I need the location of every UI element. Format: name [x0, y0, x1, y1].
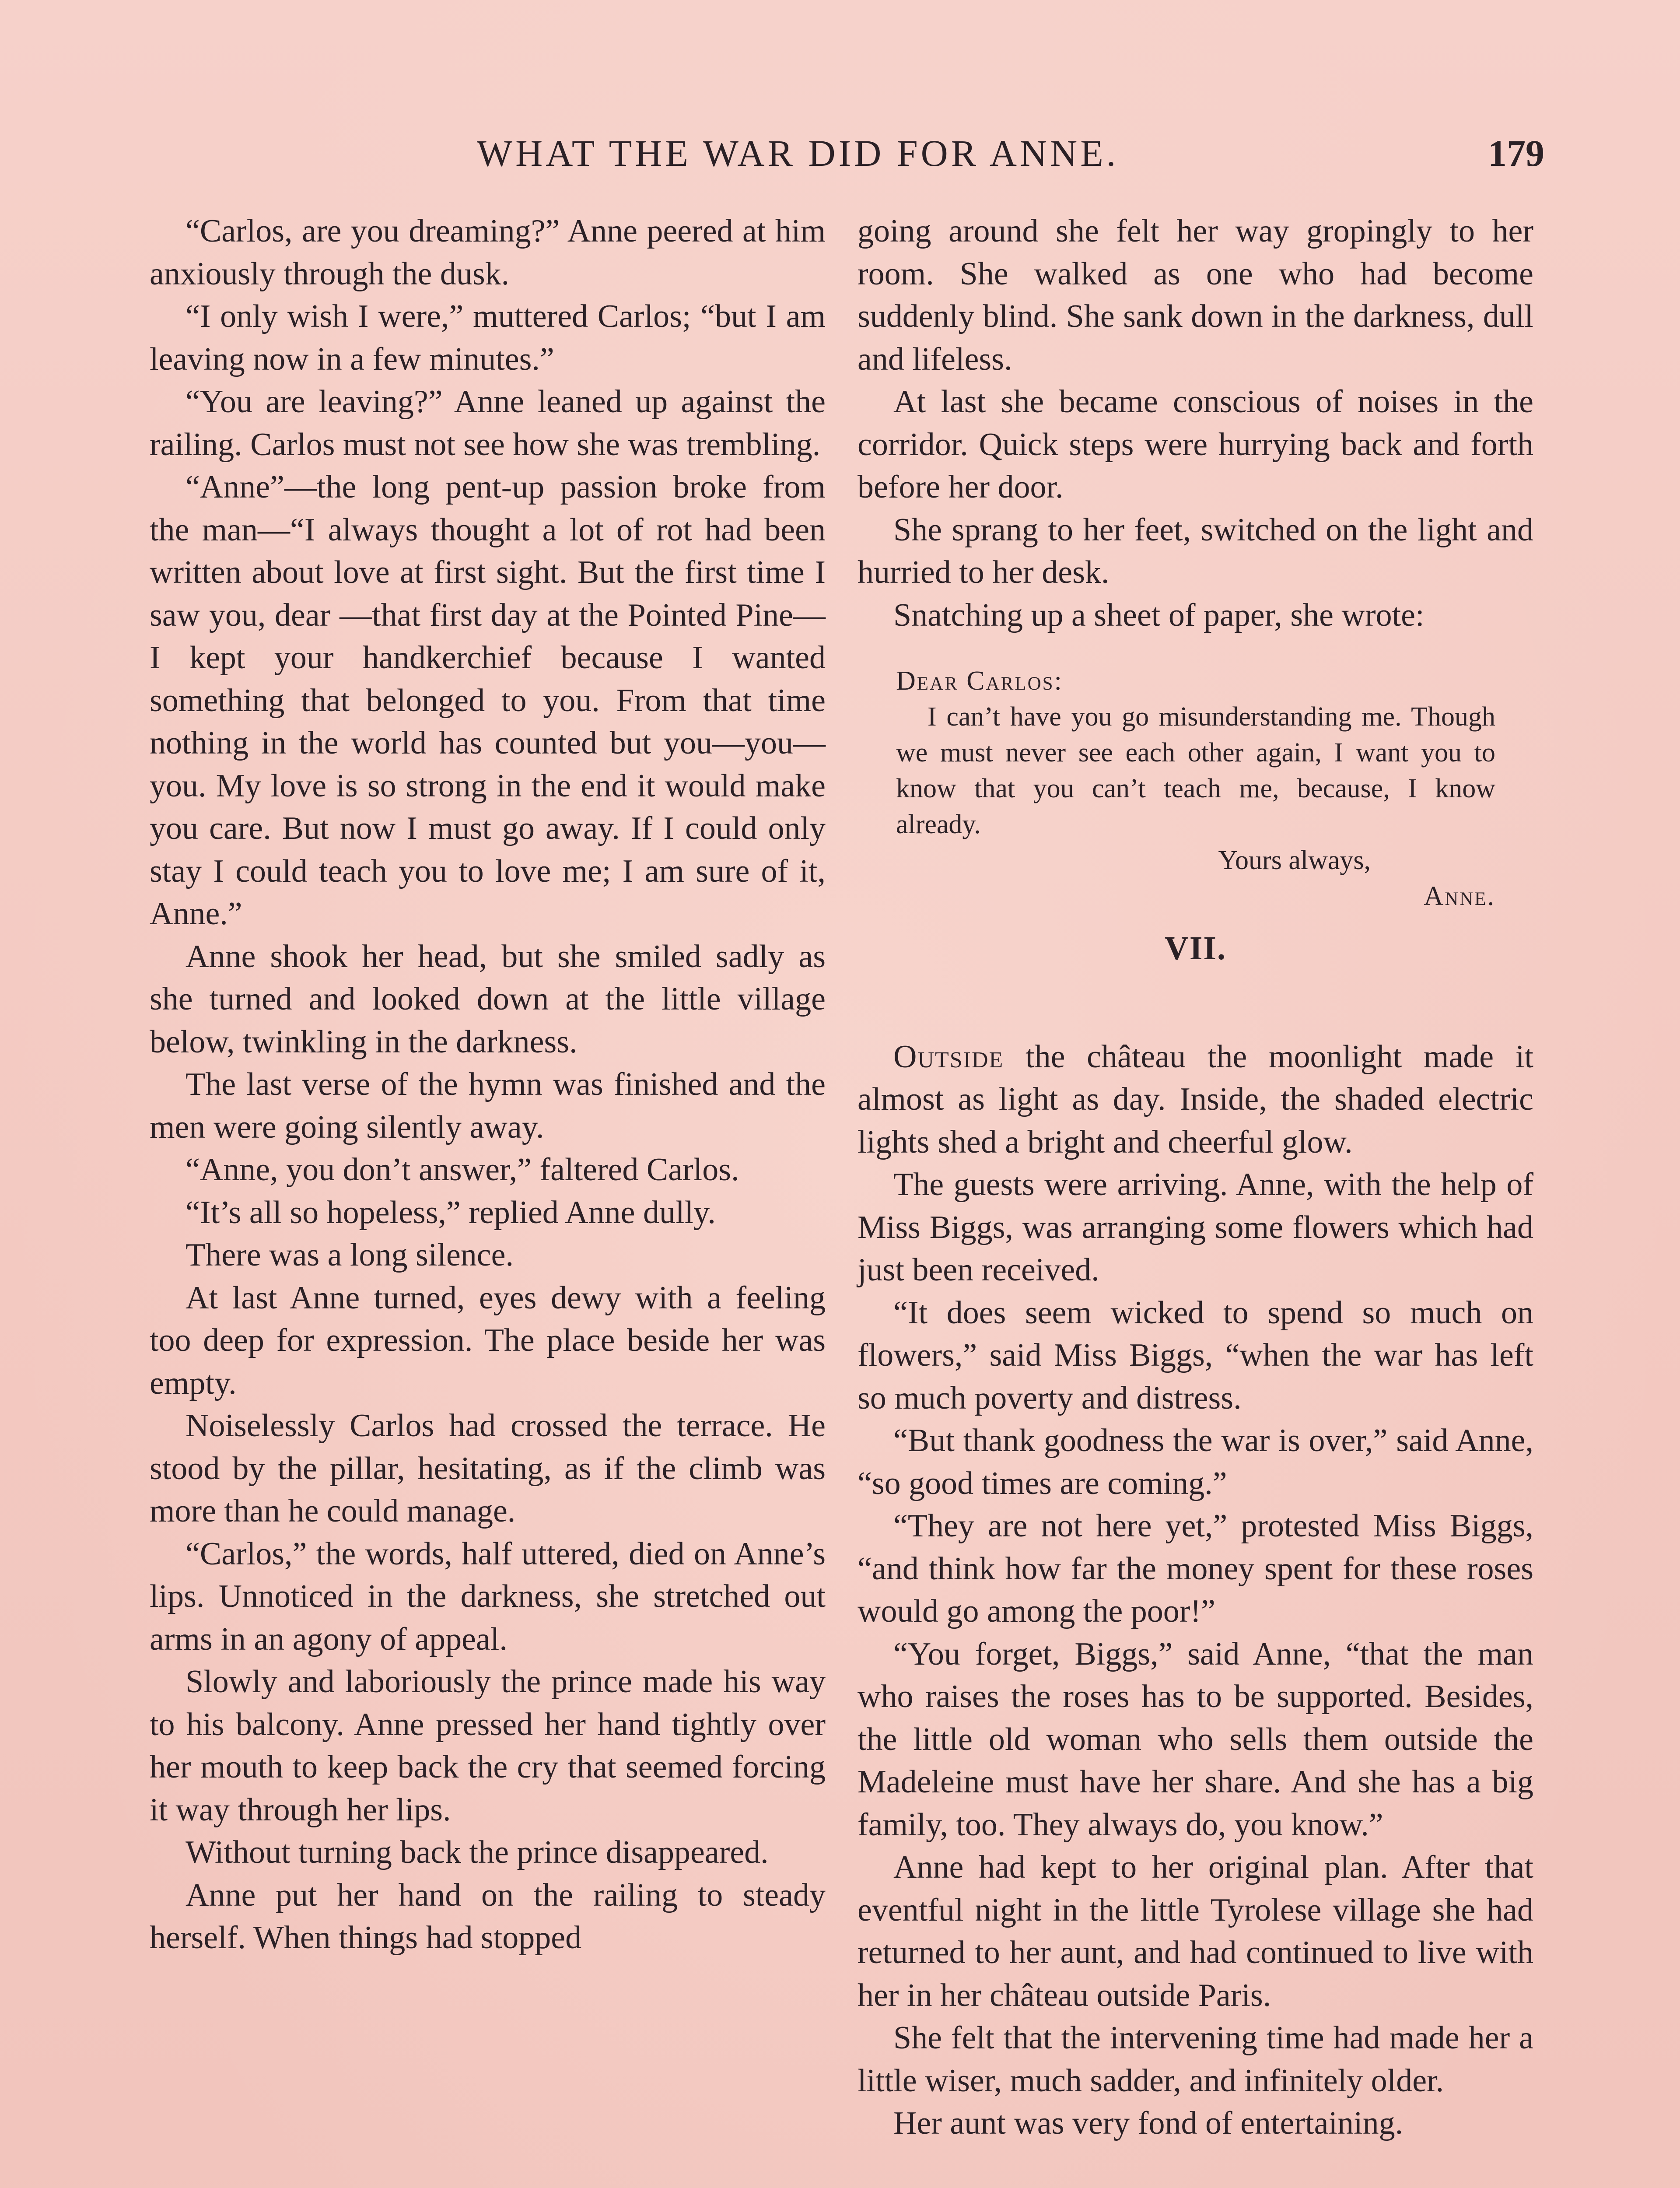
paragraph: There was a long silence. — [186, 1237, 514, 1273]
chapter-opening-paragraph — [858, 1036, 1533, 1164]
paragraph: Snatching up a sheet of paper, she wrote: — [893, 597, 1424, 633]
paragraph: “Carlos, are you dreaming?” Anne peered at him anxiously through the dusk. — [150, 213, 826, 292]
paragraph: The guests were arriving. Anne, with the help of Miss Biggs, was arranging some flowers which had just been received. — [858, 1167, 1533, 1288]
paragraph: “It’s all so hopeless,” replied Anne dully. — [186, 1194, 716, 1231]
paragraph: She felt that the intervening time had made her a little wiser, much sadder, and infinitely older. — [858, 2020, 1533, 2099]
letter-body: I can’t have you go misunderstanding me. Though we must never see each other again, I want you to know that you can’t teach me, because, I know already. — [896, 702, 1495, 839]
paragraph: Slowly and laboriously the prince made his way to his balcony. Anne pressed her hand tightly over her mouth to keep back the cry that seemed forcing it way through her lips. — [150, 1664, 826, 1828]
paragraph: The last verse of the hymn was finished and the men were going silently away. — [150, 1066, 826, 1145]
left-column — [150, 210, 826, 1960]
paragraph: “I only wish I were,” muttered Carlos; “but I am leaving now in a few minutes.” — [150, 298, 826, 377]
page-number: 179 — [1488, 132, 1544, 174]
running-head: WHAT THE WAR DID FOR ANNE. — [477, 132, 1119, 174]
chapter-number: VII. — [1164, 930, 1227, 967]
chapter-opening-text: the château the moonlight made it almost as light as day. Inside, the shaded electric lights shed a bright and cheerful glow. — [858, 1038, 1533, 1160]
paragraph: Anne put her hand on the railing to steady herself. When things had stopped — [150, 1877, 826, 1956]
letter-closing: Yours always, — [1218, 845, 1371, 875]
paragraph: At last she became conscious of noises in the corridor. Quick steps were hurrying back and forth before her door. — [858, 384, 1533, 505]
paragraph: “But thank goodness the war is over,” said Anne, “so good times are coming.” — [858, 1423, 1533, 1501]
paragraph: She sprang to her feet, switched on the light and hurried to her desk. — [858, 512, 1533, 590]
paragraph: Anne had kept to her original plan. After that eventful night in the little Tyrolese village she had returned to her aunt, and had continued to live with her in her château outside Paris. — [858, 1849, 1533, 2013]
paragraph: “Carlos,” the words, half uttered, died on Anne’s lips. Unnoticed in the darkness, she stretched out arms in an agony of appeal. — [150, 1536, 826, 1657]
paragraph: “Anne, you don’t answer,” faltered Carlos. — [186, 1152, 739, 1188]
paragraph: “It does seem wicked to spend so much on flowers,” said Miss Biggs, “when the war has left so much poverty and distress. — [858, 1294, 1533, 1416]
chapter-opening-word: Outside — [893, 1038, 1004, 1075]
letter-salutation: Dear Carlos: — [896, 666, 1063, 696]
paragraph: Anne shook her head, but she smiled sadly as she turned and looked down at the little village below, twinkling in the darkness. — [150, 938, 826, 1060]
right-column — [858, 210, 1533, 2145]
letter-block — [896, 663, 1495, 914]
paragraph: “They are not here yet,” protested Miss Biggs, “and think how far the money spent for these roses would go among the poor!” — [858, 1508, 1533, 1629]
paragraph: “You are leaving?” Anne leaned up against the railing. Carlos must not see how she was trembling. — [150, 384, 826, 463]
paragraph: “You forget, Biggs,” said Anne, “that the man who raises the roses has to be supported. Besides, the little old woman who sells them outside the Madeleine must have her share. And she has a big family, too. They always do, you know.” — [858, 1636, 1533, 1843]
letter-signature: Anne. — [1424, 881, 1495, 911]
paragraph: Without turning back the prince disappeared. — [186, 1834, 769, 1870]
paragraph: Noiselessly Carlos had crossed the terrace. He stood by the pillar, hesitating, as if the climb was more than he could manage. — [150, 1408, 826, 1529]
paragraph: “Anne”—the long pent-up passion broke from the man—“I always thought a lot of rot had been written about love at first sight. But the first time I saw you, dear —that first day at the Pointed Pine—I kept your handkerchief because I wanted something that belonged to you. From that time nothing in the world has counted but you—you—you. My love is so strong in the end it would make you care. But now I must go away. If I could only stay I could teach you to love me; I am sure of it, Anne.” — [150, 469, 826, 932]
continued-paragraph: going around she felt her way gropingly to her room. She walked as one who had become suddenly blind. She sank down in the darkness, dull and lifeless. — [858, 213, 1533, 377]
paragraph: Her aunt was very fond of entertaining. — [893, 2105, 1404, 2141]
paragraph: At last Anne turned, eyes dewy with a feeling too deep for expression. The place beside her was empty. — [150, 1280, 826, 1401]
